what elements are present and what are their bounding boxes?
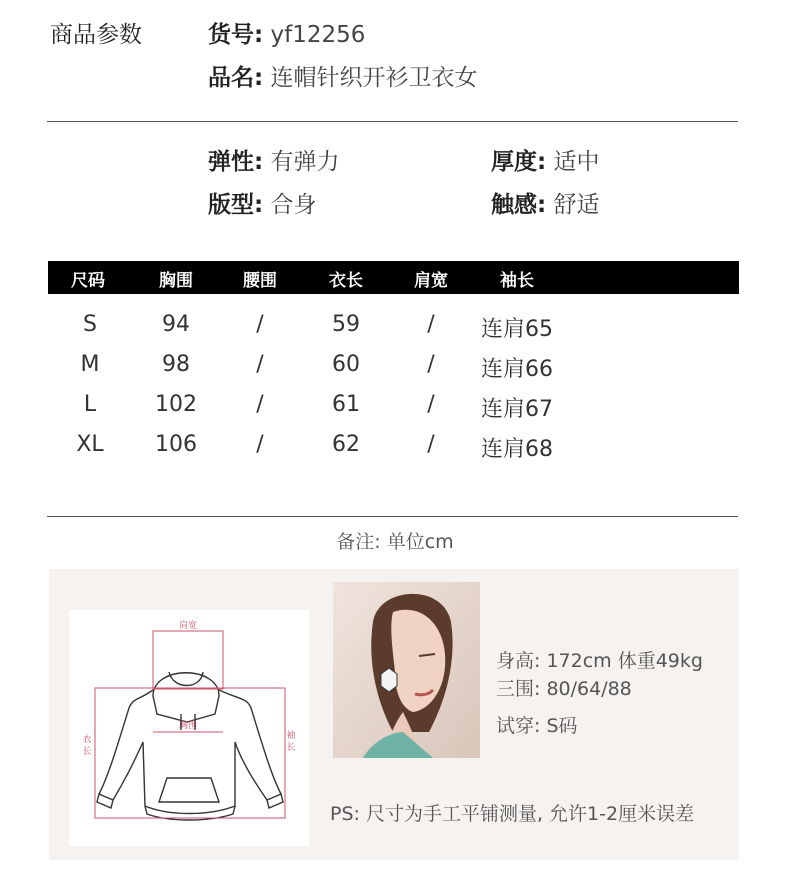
elasticity-label: 弹性: [208,149,264,175]
unit-note: 备注: 单位cm [336,531,454,553]
table-cell: / [256,352,264,377]
table-cell: 连肩68 [481,437,553,462]
table-cell: 61 [332,392,360,417]
sleeve-label-top: 袖 [286,731,296,741]
section-title: 商品参数 [50,22,142,48]
fit-label: 版型: [208,192,264,218]
product-name-row [208,59,478,92]
divider-top [47,121,738,122]
feel-row [491,186,600,219]
header-shoulder: 肩宽 [414,271,448,291]
feel-label: 触感: [491,192,547,218]
table-cell: S [83,312,97,337]
table-cell: / [256,392,264,417]
sku-value: yf12256 [270,22,366,48]
sleeve-label-bottom: 长 [286,743,296,753]
header-length: 衣长 [329,271,363,291]
thickness-value: 适中 [553,149,600,175]
table-cell: L [83,392,97,417]
table-cell: 62 [332,432,360,457]
feel-value: 舒适 [553,192,600,218]
table-cell: 102 [155,392,197,417]
thickness-label: 厚度: [491,149,547,175]
table-cell: / [427,312,435,337]
table-cell: / [427,432,435,457]
shoulder-label: 肩宽 [178,621,198,631]
kangaroo-pocket [159,778,219,802]
fit-value: 合身 [270,192,317,218]
header-chest: 胸围 [159,271,193,291]
table-cell: 59 [332,312,360,337]
divider-bottom [47,516,738,517]
length-label-top: 衣 [82,735,92,745]
sku-row [208,16,365,49]
table-cell: 94 [162,312,190,337]
header-size: 尺码 [71,271,105,291]
table-cell: 98 [162,352,190,377]
hoodie-body [99,690,281,814]
model-measurements: 三围: 80/64/88 [496,678,632,700]
table-cell: 连肩66 [481,357,553,382]
elasticity-row [208,143,340,176]
table-cell: 106 [155,432,197,457]
header-waist: 腰围 [243,271,277,291]
table-cell: XL [76,432,104,457]
length-measure-box [95,688,285,818]
elasticity-value: 有弹力 [270,149,340,175]
size-table-header [48,261,739,294]
table-cell: / [427,352,435,377]
table-cell: / [427,392,435,417]
hoodie-diagram-illustration [69,610,309,846]
model-portrait [333,582,480,758]
table-cell: M [80,352,100,377]
model-photo [333,582,480,758]
table-cell: 60 [332,352,360,377]
thickness-row [491,143,600,176]
hood-shape [153,673,219,722]
model-size-worn: 试穿: S码 [496,715,578,737]
chest-label: 胸围 [178,721,198,731]
ps-note: PS: 尺寸为手工平铺测量, 允许1-2厘米误差 [330,803,695,825]
model-height-weight: 身高: 172cm 体重49kg [496,650,703,672]
shoulder-measure-box [153,631,223,689]
table-cell: / [256,312,264,337]
length-label-bottom: 长 [82,747,92,757]
product-name-label: 品名: [208,65,264,91]
product-name-value: 连帽针织开衫卫衣女 [270,65,478,91]
sku-label: 货号: [208,22,264,48]
table-cell: 连肩65 [481,317,553,342]
table-cell: 连肩67 [481,397,553,422]
size-diagram [69,610,309,846]
table-cell: / [256,432,264,457]
fit-row [208,186,317,219]
header-sleeve: 袖长 [500,271,534,291]
